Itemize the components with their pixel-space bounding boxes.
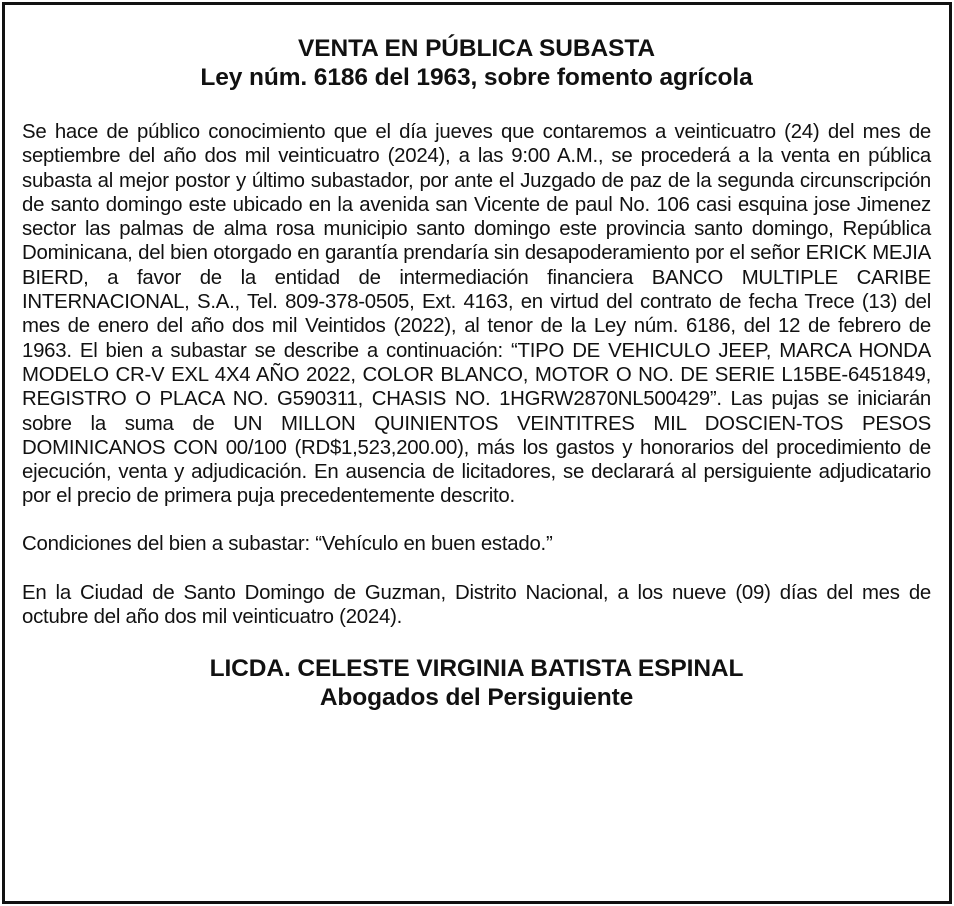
notice-border xyxy=(2,2,952,904)
signature-block xyxy=(22,654,931,712)
notice-conditions-paragraph: Condiciones del bien a subastar: “Vehículo en buen estado.” xyxy=(22,532,553,555)
notice-title xyxy=(22,34,931,92)
notice-title-line1: VENTA EN PÚBLICA SUBASTA xyxy=(298,35,655,62)
notice-date-paragraph: En la Ciudad de Santo Domingo de Guzman, Distrito Nacional, a los nueve (09) días del mes de octubre del año dos mil veinticuatro (2024). xyxy=(22,582,931,629)
signature-role: Abogados del Persiguiente xyxy=(319,683,634,711)
notice-content xyxy=(22,34,931,712)
notice-main-paragraph: Se hace de público conocimiento que el día jueves que contaremos a veinticuatro (24) del mes de septiembre del año dos mil veinticuatro (2024), a las 9:00 A.M., se procederá a la venta en pública subasta al mejor postor y último subastador, por ante el Juzgado de paz de la segunda circunscripción de santo domingo este ubicado en la avenida san Vicente de paul No. 106 casi esquina jose Jimenez sector las palmas de alma rosa municipio santo domingo este provincia santo domingo, República Dominicana, del bien otorgado en garantía prendaría sin desapoderamiento por el señor ERICK MEJIA BIERD, a favor de la entidad de intermediación financiera BANCO MULTIPLE CARIBE INTERNACIONAL, S.A., Tel. 809-378-0505, Ext. 4163, en virtud del contrato de fecha Trece (13) del mes de enero del año dos mil Veintidos (2022), al tenor de la Ley núm. 6186, del 12 de febrero de 1963. El bien a subastar se describe a continuación: “TIPO DE VEHICULO JEEP, MARCA HONDA MODELO CR-V EXL 4X4 AÑO 2022, COLOR BLANCO, MOTOR O NO. DE SERIE L15BE-6451849, REGISTRO O PLACA NO. G590311, CHASIS NO. 1HGRW2870NL500429”. Las pujas se iniciarán sobre la suma de UN MILLON QUINIENTOS VEINTITRES MIL DOSCIEN-TOS PESOS DOMINICANOS CON 00/100 (RD$1,523,200.00), más los gastos y honorarios del procedimiento de ejecución, venta y adjudicación. En ausencia de licitadores, se declarará al persiguiente adjudicatario por el precio de primera puja precedentemente descrito. xyxy=(22,121,931,508)
signature-name: LICDA. CELESTE VIRGINIA BATISTA ESPINAL xyxy=(209,654,744,682)
notice-title-line2: Ley núm. 6186 del 1963, sobre fomento agrícola xyxy=(200,64,753,91)
